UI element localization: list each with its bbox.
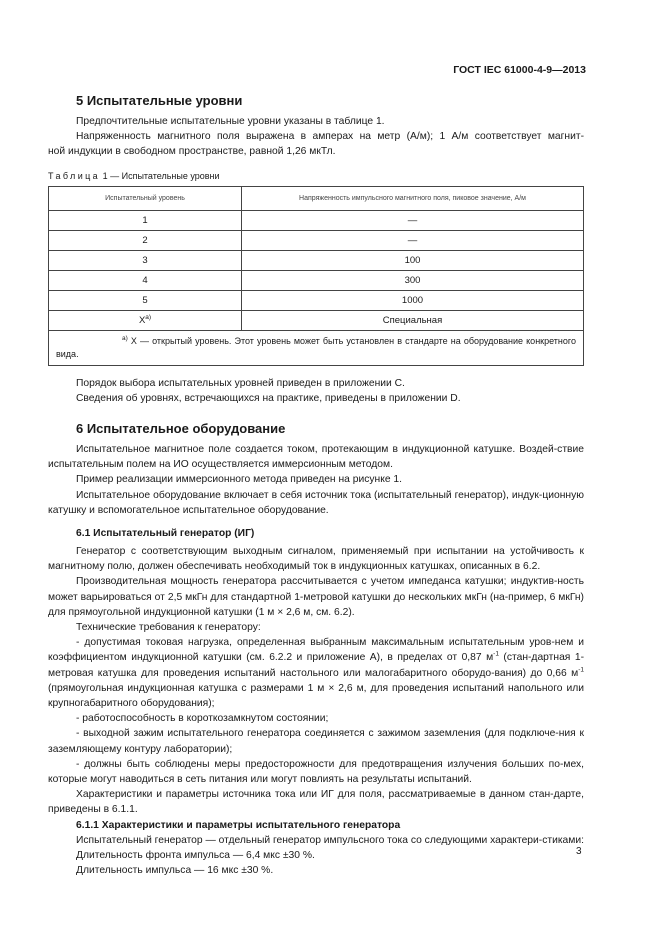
- level-cell: $X^{a)}$: [49, 310, 242, 330]
- level-cell: 5: [49, 290, 242, 310]
- paragraph: Производительная мощность генератора рассчитывается с учетом импеданса катушки; индуктив-ность может варьироваться от 2,5 мкГн для стандартной 1-метровой катушки до нескольких мкГн (на-пример, 6 мкГн) для прямоугольной индукционной катушки (1 м × 2,6 м, см. 6.2).: [48, 576, 584, 618]
- list-item: - работоспособность в короткозамкнутом состоянии;: [76, 713, 329, 725]
- paragraph: Характеристики и параметры источника тока или ИГ для поля, рассматриваемые в данном стан-дарте, приведены в 6.1.1.: [48, 789, 584, 816]
- page-number: 3: [576, 846, 582, 857]
- paragraph: Предпочтительные испытательные уровни указаны в таблице 1.: [76, 116, 385, 127]
- level-cell: 4: [49, 270, 242, 290]
- paragraph: Испытательный генератор — отдельный генератор импульсного тока со следующими характери-стиками:: [76, 834, 584, 846]
- paragraph: ной индукции в свободном пространстве, равной 1,26 мкТл.: [48, 146, 336, 158]
- paragraph: Длительность импульса — 16 мкс ±30 %.: [76, 865, 274, 877]
- column-header-level: Испытательный уровень: [49, 186, 242, 210]
- column-header-field: Напряженность импульсного магнитного поля, пиковое значение, А/м: [242, 186, 584, 210]
- section-6-title: 6 Испытательное оборудование: [76, 421, 286, 437]
- page-content: [48, 92, 584, 879]
- table-note-row: [49, 330, 584, 365]
- value-cell: 100: [242, 250, 584, 270]
- section-6-1-1-title: 6.1.1 Характеристики и параметры испытательного генератора: [76, 819, 401, 831]
- paragraph: Пример реализации иммерсионного метода приведен на рисунке 1.: [76, 474, 403, 486]
- table-row: [49, 250, 584, 270]
- list-item: - допустимая токовая нагрузка, определенная выбранным максимальным испытательным уров-нем и коэффициентом индукционной катушки (см. 6.2.2 и приложение А), в пределах от 0,87 $м^{-1}$ (стан-дартная 1-метровая катушка для проведения испытаний настольного или малогабаритного оборудо-вания) до 0,66 $м^{-1}$ (прямоугольная индукционная катушка с размерами 1 м × 2,6 м, для проведения испытаний напольного или крупногабаритного оборудования);: [48, 637, 584, 710]
- table-row: [49, 290, 584, 310]
- paragraph: Порядок выбора испытательных уровней приведен в приложении С.: [76, 377, 405, 389]
- value-cell: —: [242, 210, 584, 230]
- value-cell: —: [242, 230, 584, 250]
- value-cell: Специальная: [242, 310, 584, 330]
- table-row: [49, 210, 584, 230]
- section-5-title: 5 Испытательные уровни: [76, 93, 243, 108]
- table-header-row: [49, 186, 584, 210]
- paragraph: Генератор с соответствующим выходным сигналом, применяемый при испытании на устойчивость к магнитному полю, должен обеспечивать необходимый ток в индукционных катушках, описанных в 6.2.: [48, 546, 584, 573]
- level-cell: 2: [49, 230, 242, 250]
- paragraph: Сведения об уровнях, встречающихся на практике, приведены в приложении D.: [76, 392, 461, 404]
- level-cell: 1: [49, 210, 242, 230]
- paragraph: Напряженность магнитного поля выражена в амперах на метр (А/м); 1 А/м соответствует магнит-: [76, 131, 584, 143]
- paragraph: Технические требования к генератору:: [76, 622, 261, 634]
- level-cell: 3: [49, 250, 242, 270]
- value-cell: 300: [242, 270, 584, 290]
- table-row: [49, 230, 584, 250]
- paragraph: Длительность фронта импульса — 6,4 мкс ±30 %.: [76, 850, 315, 862]
- list-item: - должны быть соблюдены меры предосторожности для предотвращения излучения больших по-мех, которые могут наводиться в сеть питания или могут повлиять на результаты испытаний.: [48, 758, 584, 786]
- document-header: ГОСТ IEC 61000-4-9—2013: [453, 64, 586, 76]
- table-row: [49, 310, 584, 330]
- table-footnote: $^{a)}$ X — открытый уровень. Этот уровень может быть установлен в стандарте на оборудование конкретного вида.: [49, 330, 584, 365]
- table-row: [49, 270, 584, 290]
- paragraph: Испытательное оборудование включает в себя источник тока (испытательный генератор), индук-ционную катушку и вспомогательное испытательное оборудование.: [48, 489, 584, 516]
- value-cell: 1000: [242, 290, 584, 310]
- paragraph: Испытательное магнитное поле создается током, протекающим в индукционной катушке. Воздей-ствие испытательным полем на ИО осуществляется иммерсионным методом.: [48, 444, 584, 471]
- table-caption: Таблица 1 — Испытательные уровни: [48, 170, 220, 181]
- list-item: - выходной зажим испытательного генератора соединяется с зажимом заземления (для подключе-ния к заземляющему контуру лаборатории);: [48, 728, 584, 755]
- test-levels-table: [48, 186, 584, 366]
- section-6-1-title: 6.1 Испытательный генератор (ИГ): [76, 528, 255, 540]
